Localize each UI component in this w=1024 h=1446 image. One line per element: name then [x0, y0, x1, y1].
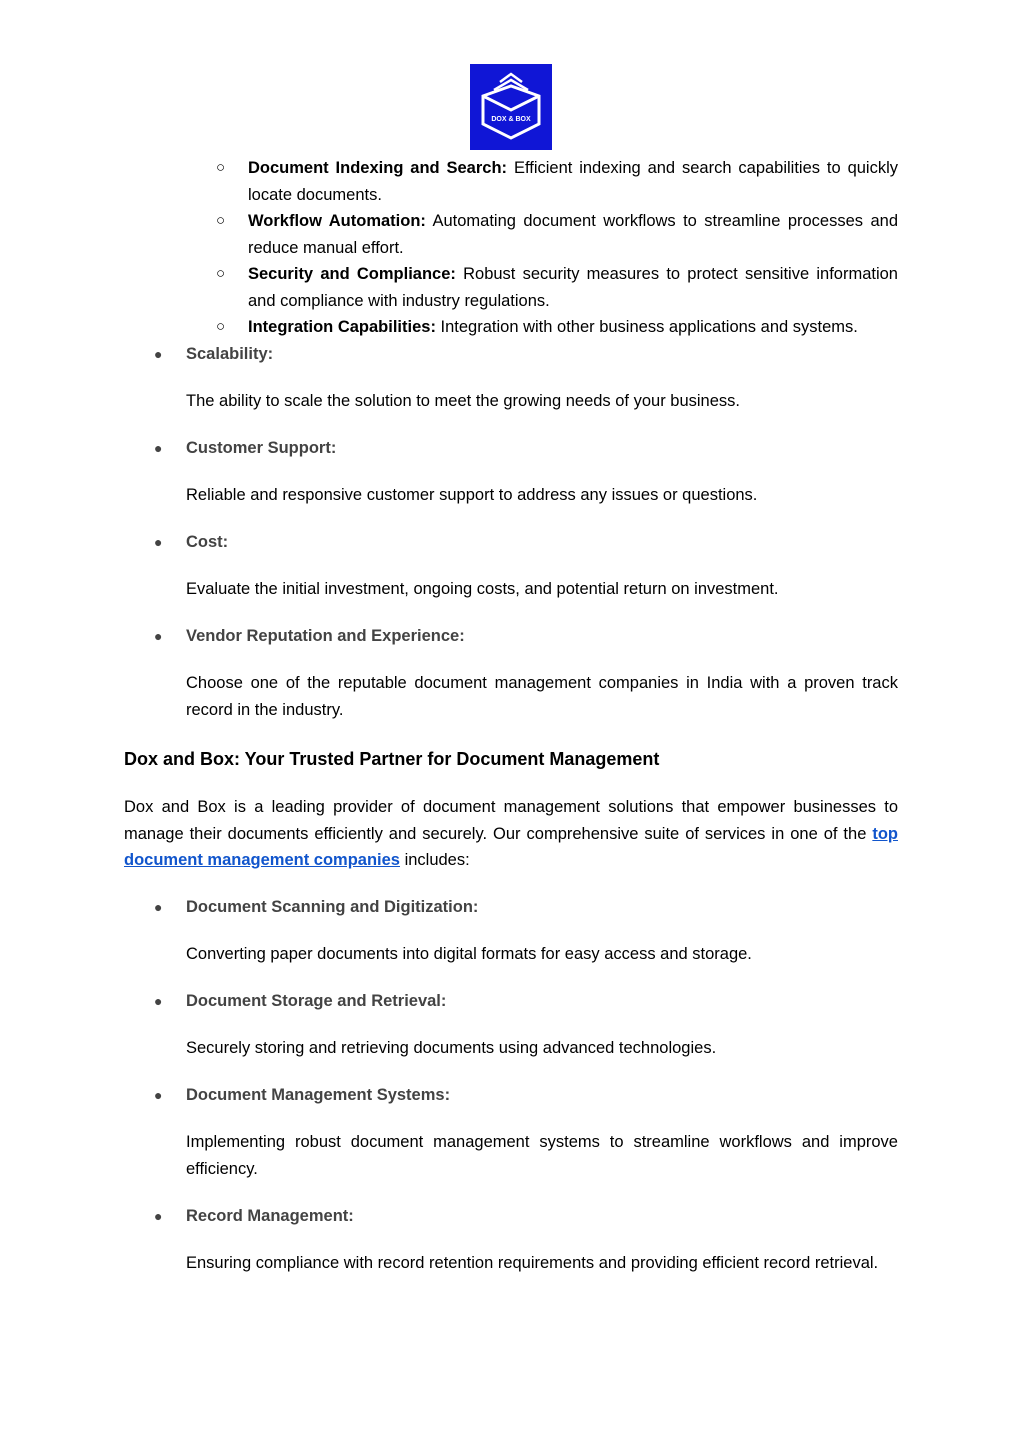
feature-title: Security and Compliance: [248, 265, 456, 283]
service-desc: Converting paper documents into digital formats for easy access and storage. [186, 945, 752, 963]
service-item-storage [0, 988, 1024, 1015]
hollow-bullet-icon: ○ [216, 212, 226, 229]
list-item [216, 261, 898, 314]
top-companies-link[interactable]: top document management companies [124, 824, 898, 869]
list-item [216, 155, 898, 208]
feature-text: Efficient indexing and search capabilities to quickly locate documents. [248, 159, 898, 204]
service-desc-records [0, 1250, 1024, 1277]
criteria-desc-scalability [0, 388, 1024, 415]
intro-text-end: includes: [399, 851, 470, 869]
criteria-desc-customer-support [0, 482, 1024, 509]
filled-bullet-icon: ● [154, 440, 163, 456]
hollow-bullet-icon: ○ [216, 159, 226, 176]
list-item [216, 208, 898, 261]
service-label: Document Scanning and Digitization: [186, 898, 479, 916]
service-desc: Implementing robust document management systems to streamline workflows and improve efficiency. [186, 1133, 898, 1178]
hollow-bullet-icon: ○ [216, 318, 226, 335]
criteria-item-customer-support [0, 435, 1024, 462]
filled-bullet-icon: ● [154, 346, 163, 362]
service-desc-dms [0, 1129, 1024, 1182]
feature-text: Automating document workflows to streamline processes and reduce manual effort. [248, 212, 898, 257]
criteria-desc-vendor-reputation [0, 670, 1024, 723]
criteria-label: Scalability: [186, 345, 274, 363]
criteria-item-cost [0, 529, 1024, 556]
filled-bullet-icon: ● [154, 899, 163, 915]
criteria-desc: Choose one of the reputable document management companies in India with a proven track record in the industry. [186, 674, 898, 719]
logo-text: DOX & BOX [491, 116, 531, 123]
filled-bullet-icon: ● [154, 1087, 163, 1103]
criteria-label: Cost: [186, 533, 229, 551]
box-logo-icon [470, 64, 552, 150]
service-label: Document Management Systems: [186, 1086, 451, 1104]
criteria-item-scalability [0, 341, 1024, 368]
criteria-desc-cost [0, 576, 1024, 603]
hollow-bullet-icon: ○ [216, 265, 226, 282]
list-item [216, 314, 898, 341]
criteria-label: Vendor Reputation and Experience: [186, 627, 465, 645]
feature-sub-list [0, 155, 1024, 341]
feature-title: Document Indexing and Search: [248, 159, 508, 177]
dox-and-box-logo [470, 64, 552, 150]
criteria-label: Customer Support: [186, 439, 337, 457]
criteria-desc: Evaluate the initial investment, ongoing costs, and potential return on investment. [186, 580, 779, 598]
service-label: Document Storage and Retrieval: [186, 992, 447, 1010]
service-item-scanning [0, 894, 1024, 921]
feature-title: Workflow Automation: [248, 212, 426, 230]
filled-bullet-icon: ● [154, 1208, 163, 1224]
feature-title: Integration Capabilities: [248, 318, 436, 336]
service-item-dms [0, 1082, 1024, 1109]
intro-text: Dox and Box is a leading provider of document management solutions that empower businesses to manage their documents efficiently and securely. Our comprehensive suite of services in one of the [124, 798, 898, 843]
criteria-desc: The ability to scale the solution to meet the growing needs of your business. [186, 392, 740, 410]
feature-text: Integration with other business applications and systems. [440, 318, 858, 336]
criteria-item-vendor-reputation [0, 623, 1024, 650]
intro-paragraph [124, 794, 898, 874]
filled-bullet-icon: ● [154, 628, 163, 644]
criteria-desc: Reliable and responsive customer support to address any issues or questions. [186, 486, 758, 504]
feature-text: Robust security measures to protect sensitive information and compliance with industry regulations. [248, 265, 898, 310]
filled-bullet-icon: ● [154, 534, 163, 550]
service-label: Record Management: [186, 1207, 354, 1225]
service-desc-storage [0, 1035, 1024, 1062]
section-heading: Dox and Box: Your Trusted Partner for Document Management [124, 749, 660, 769]
filled-bullet-icon: ● [154, 993, 163, 1009]
service-desc: Securely storing and retrieving documents using advanced technologies. [186, 1039, 717, 1057]
service-desc-scanning [0, 941, 1024, 968]
service-desc: Ensuring compliance with record retention requirements and providing efficient record retrieval. [186, 1254, 879, 1272]
service-item-records [0, 1203, 1024, 1230]
